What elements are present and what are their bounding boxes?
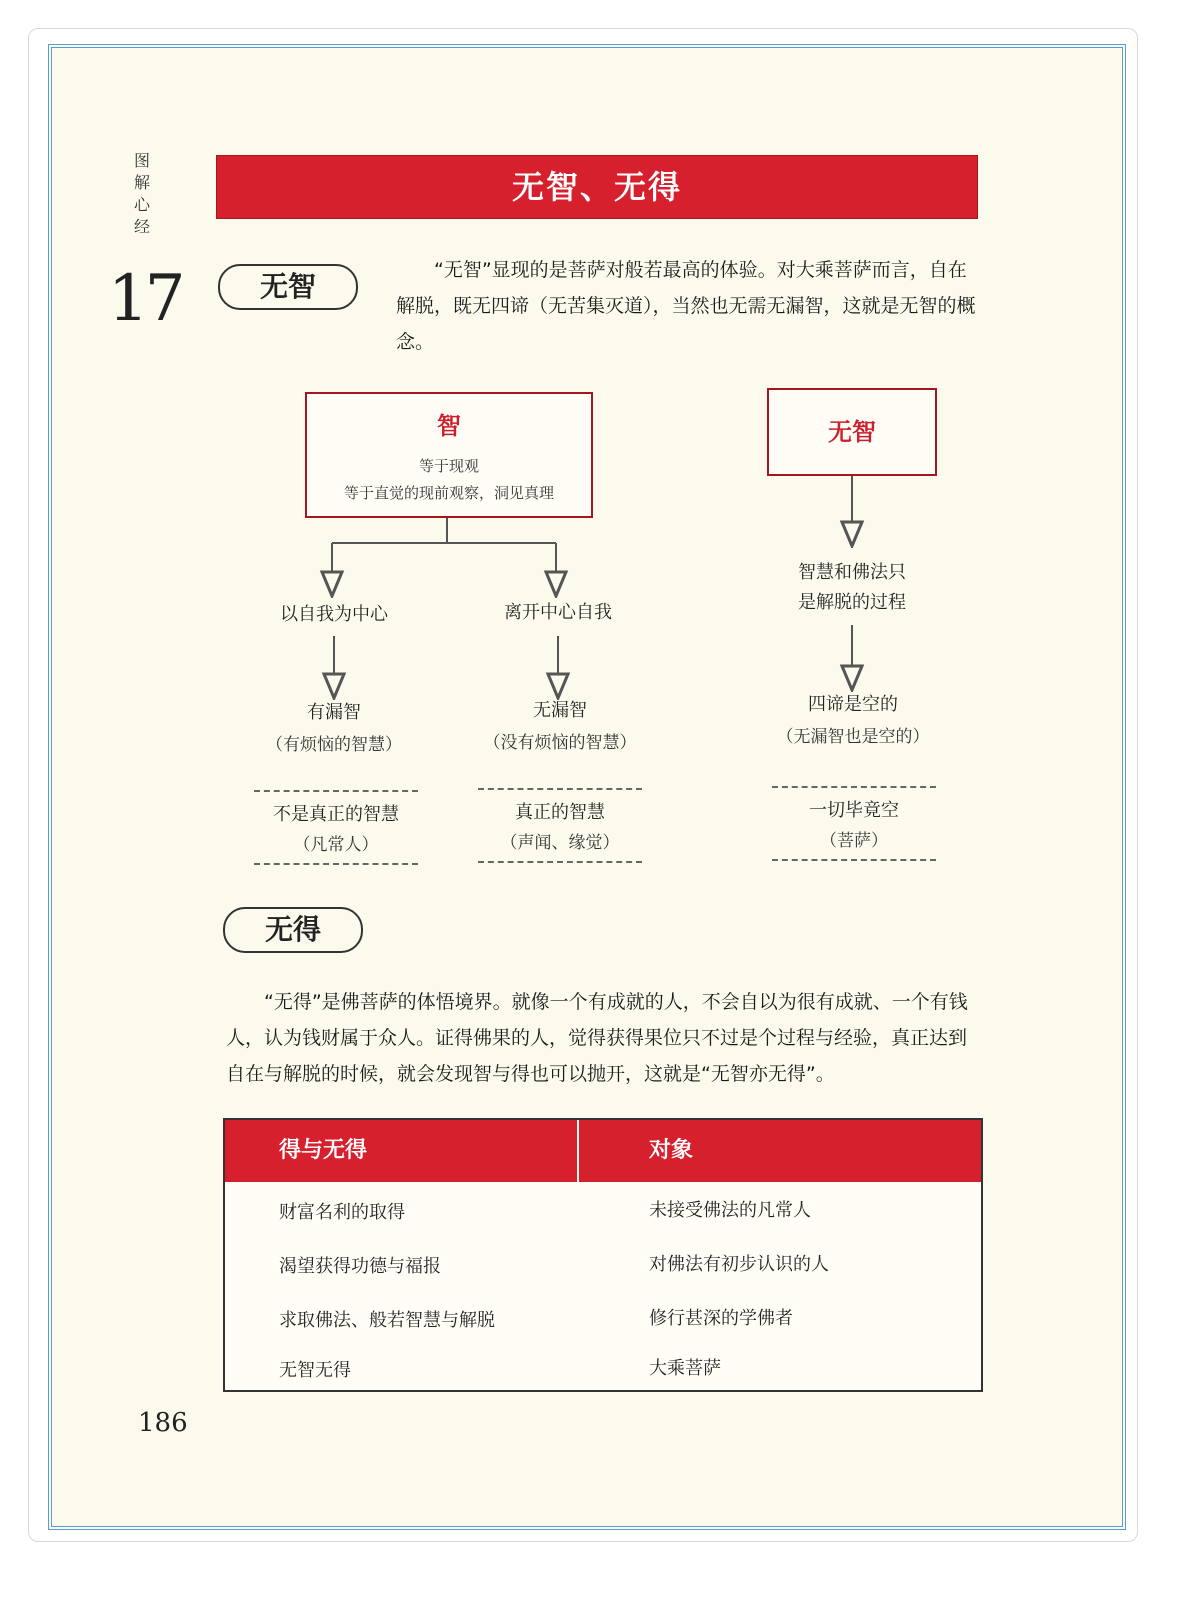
conclusion-middle <box>478 788 642 863</box>
youlouzhi-note: （有烦恼的智慧） <box>266 735 402 755</box>
table-cell-r2-c2: 对佛法有初步认识的人 <box>649 1254 829 1275</box>
conclusion-right-text: 一切毕竟空 <box>809 800 899 821</box>
chapter-number: 17 <box>108 262 182 336</box>
table-cell-r3-c1: 求取佛法、般若智慧与解脱 <box>279 1310 495 1331</box>
table-header-col2: 对象 <box>649 1138 694 1163</box>
page-title: 无智、无得 <box>511 168 682 206</box>
book-title-vertical: 图解心经 <box>133 151 150 236</box>
process-line1: 智慧和佛法只 <box>798 562 906 583</box>
de-wude-table <box>223 1118 983 1392</box>
wuzhi-box <box>767 388 937 476</box>
wulouzhi-label: 无漏智 <box>533 700 587 721</box>
table-header <box>225 1120 981 1182</box>
table-header-col1: 得与无得 <box>279 1138 368 1163</box>
conclusion-middle-note: （声闻、缘觉） <box>500 833 620 853</box>
intro-paragraph: “无智”显现的是菩萨对般若最高的体验。对大乘菩萨而言，自在解脱，既无四谛（无苦集灭道），当然也无需无漏智，这就是无智的概念。 <box>396 259 976 353</box>
zhi-box-title: 智 <box>437 412 461 440</box>
node-wulouzhi <box>460 696 660 753</box>
zhi-box-line2: 等于直觉的现前观察，洞见真理 <box>343 484 554 502</box>
table-cell-r2-c1: 渴望获得功德与福报 <box>279 1256 441 1277</box>
wude-paragraph: “无得”是佛菩萨的体悟境界。就像一个有成就的人，不会自以为很有成就、一个有钱人，认为钱财属于众人。证得佛果的人，觉得获得果位只不过是个过程与经验，真正达到自在与解脱的时候，就会发现智与得也可以抛开，这就是“无智亦无得”。 <box>226 991 968 1085</box>
page-number: 186 <box>138 1408 188 1438</box>
sidi-empty-label: 四谛是空的 <box>808 694 898 715</box>
conclusion-left-text: 不是真正的智慧 <box>273 804 399 825</box>
conclusion-left <box>254 790 418 865</box>
table-cell-r4-c1: 无智无得 <box>279 1360 351 1381</box>
wuzhi-box-title: 无智 <box>828 418 876 446</box>
conclusion-right <box>772 786 936 861</box>
node-sidi-empty <box>750 690 956 747</box>
table-cell-r3-c2: 修行甚深的学佛者 <box>649 1308 793 1329</box>
section-heading-wude: 无得 <box>223 907 363 953</box>
zhi-box-line1: 等于现观 <box>418 457 479 475</box>
youlouzhi-label: 有漏智 <box>307 702 361 723</box>
conclusion-right-note: （菩萨） <box>820 831 888 851</box>
wulouzhi-note: （没有烦恼的智慧） <box>483 733 637 753</box>
node-leave-self: 离开中心自我 <box>504 602 612 623</box>
section-heading-wuzhi: 无智 <box>218 264 358 310</box>
conclusion-middle-text: 真正的智慧 <box>515 802 605 823</box>
process-line2: 是解脱的过程 <box>798 592 906 613</box>
conclusion-left-note: （凡常人） <box>293 835 379 855</box>
table-header-divider <box>577 1120 579 1182</box>
zhi-box <box>305 392 593 518</box>
node-self-centered: 以自我为中心 <box>280 604 388 625</box>
table-cell-r4-c2: 大乘菩萨 <box>649 1358 721 1379</box>
sidi-empty-note: （无漏智也是空的） <box>776 727 930 747</box>
node-process <box>766 558 938 618</box>
table-cell-r1-c1: 财富名利的取得 <box>279 1202 405 1223</box>
node-youlouzhi <box>244 698 424 755</box>
table-cell-r1-c2: 未接受佛法的凡常人 <box>649 1200 811 1221</box>
